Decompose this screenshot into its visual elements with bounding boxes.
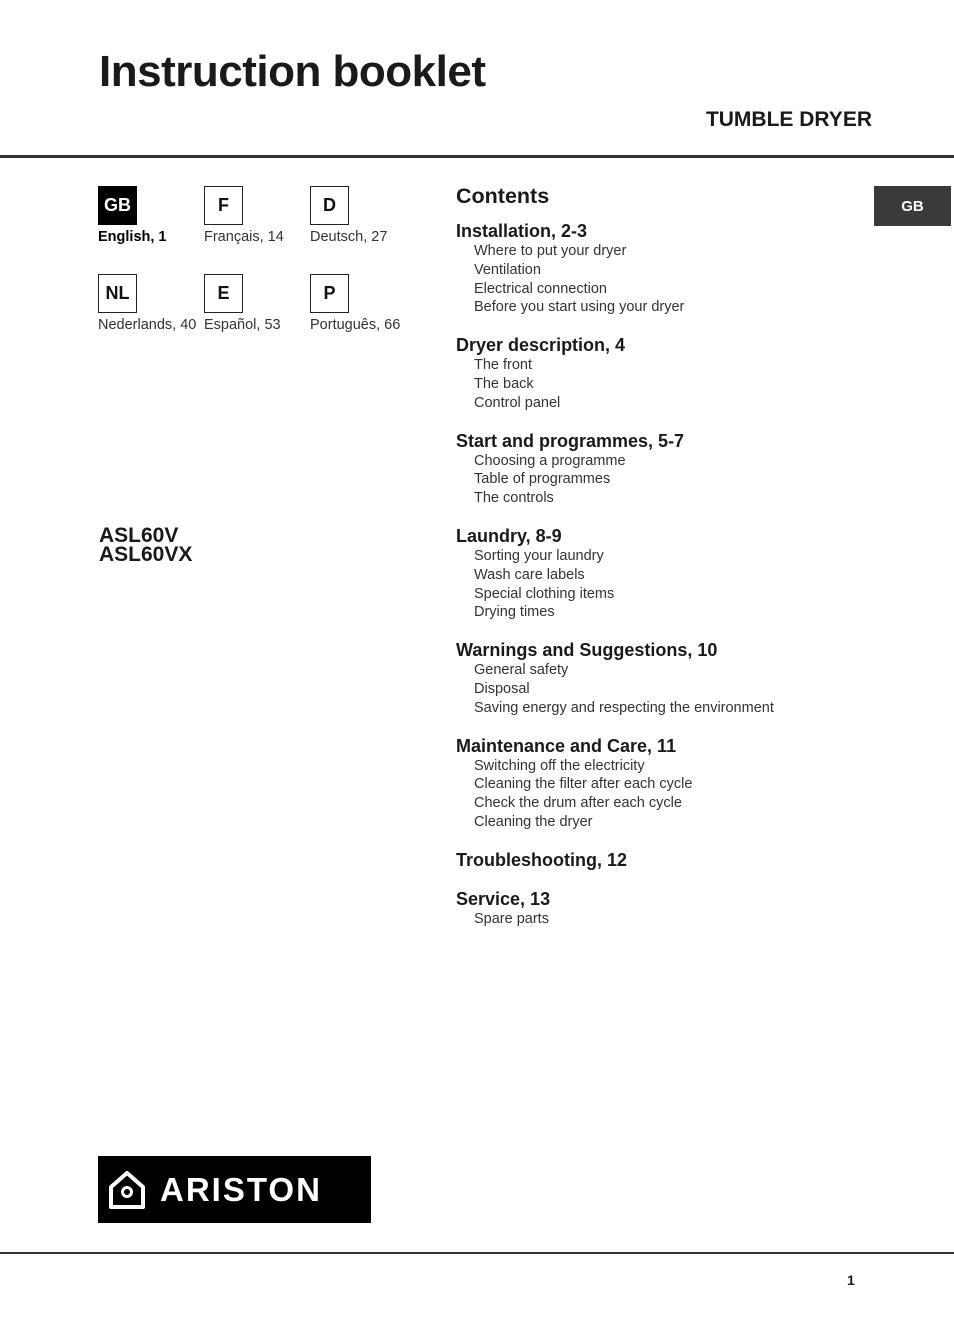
toc-item[interactable]: Before you start using your dryer [474, 299, 685, 316]
toc-item[interactable]: Spare parts [474, 910, 549, 927]
toc-item[interactable]: Table of programmes [474, 471, 611, 488]
language-code-box: GB [98, 186, 137, 225]
toc-section-dryer-description [456, 334, 856, 412]
language-nl[interactable] [98, 274, 208, 333]
model-name: ASL60V [99, 524, 179, 547]
toc-item[interactable]: The controls [474, 490, 554, 507]
toc-item[interactable]: General safety [474, 662, 569, 679]
toc-section-installation [456, 220, 856, 317]
toc-section-title[interactable]: Warnings and Suggestions, 10 [456, 640, 718, 661]
toc-item[interactable]: Control panel [474, 394, 561, 411]
toc-item[interactable]: Check the drum after each cycle [474, 795, 682, 812]
toc-section-title[interactable]: Installation, 2-3 [456, 221, 588, 241]
language-p[interactable] [310, 274, 420, 333]
toc-item[interactable]: Disposal [474, 680, 530, 697]
table-of-contents [456, 182, 856, 946]
language-d[interactable] [310, 186, 420, 245]
toc-item[interactable]: Where to put your dryer [474, 243, 627, 259]
language-label: Français, 14 [204, 229, 284, 245]
toc-section-troubleshooting [456, 849, 856, 871]
language-code-box: E [204, 274, 243, 313]
toc-item[interactable]: The back [474, 375, 534, 392]
toc-item[interactable]: Ventilation [474, 261, 541, 278]
house-icon [108, 1170, 146, 1210]
toc-section-title[interactable]: Laundry, 8-9 [456, 525, 562, 546]
language-label: Nederlands, 40 [98, 317, 197, 333]
toc-item[interactable]: Choosing a programme [474, 452, 626, 469]
bottom-divider [0, 1252, 954, 1254]
toc-item[interactable]: Cleaning the filter after each cycle [474, 776, 693, 793]
toc-item[interactable]: Electrical connection [474, 280, 607, 297]
toc-section-title[interactable]: Dryer description, 4 [456, 335, 626, 356]
language-label: Español, 53 [204, 317, 281, 333]
language-f[interactable] [204, 186, 314, 245]
top-divider [0, 155, 954, 158]
toc-section-title[interactable]: Troubleshooting, 12 [456, 849, 628, 870]
page-number: 1 [847, 1272, 855, 1288]
language-e[interactable] [204, 274, 314, 333]
toc-item[interactable]: Switching off the electricity [474, 757, 645, 774]
language-tab-gb: GB [874, 186, 951, 226]
toc-section-warnings [456, 639, 856, 717]
language-code-box: D [310, 186, 349, 225]
toc-item[interactable]: Saving energy and respecting the environment [474, 699, 774, 716]
logo-text: ARISTON [160, 1170, 322, 1208]
ariston-logo [98, 1156, 371, 1223]
toc-item[interactable]: Sorting your laundry [474, 547, 604, 564]
language-label: Deutsch, 27 [310, 229, 388, 245]
toc-section-laundry [456, 525, 856, 622]
language-label: Português, 66 [310, 317, 401, 333]
model-name: ASL60VX [99, 543, 193, 566]
toc-section-maintenance [456, 735, 856, 832]
model-list [99, 526, 192, 564]
toc-section-start-programmes [456, 430, 856, 508]
toc-item[interactable]: Special clothing items [474, 585, 615, 602]
toc-section-title[interactable]: Maintenance and Care, 11 [456, 735, 677, 756]
toc-item[interactable]: Wash care labels [474, 566, 585, 583]
toc-section-title[interactable]: Start and programmes, 5-7 [456, 430, 685, 451]
language-label: English, 1 [98, 229, 167, 245]
page-title: Instruction booklet [99, 47, 486, 96]
product-type: TUMBLE DRYER [705, 108, 872, 131]
toc-section-service [456, 888, 856, 929]
language-code-box: F [204, 186, 243, 225]
language-gb[interactable] [98, 186, 208, 245]
language-code-box: NL [98, 274, 137, 313]
toc-section-title[interactable]: Service, 13 [456, 888, 551, 909]
language-code-box: P [310, 274, 349, 313]
toc-item[interactable]: Drying times [474, 604, 555, 621]
toc-item[interactable]: Cleaning the dryer [474, 813, 593, 830]
contents-heading: Contents [456, 184, 550, 208]
toc-item[interactable]: The front [474, 357, 533, 374]
